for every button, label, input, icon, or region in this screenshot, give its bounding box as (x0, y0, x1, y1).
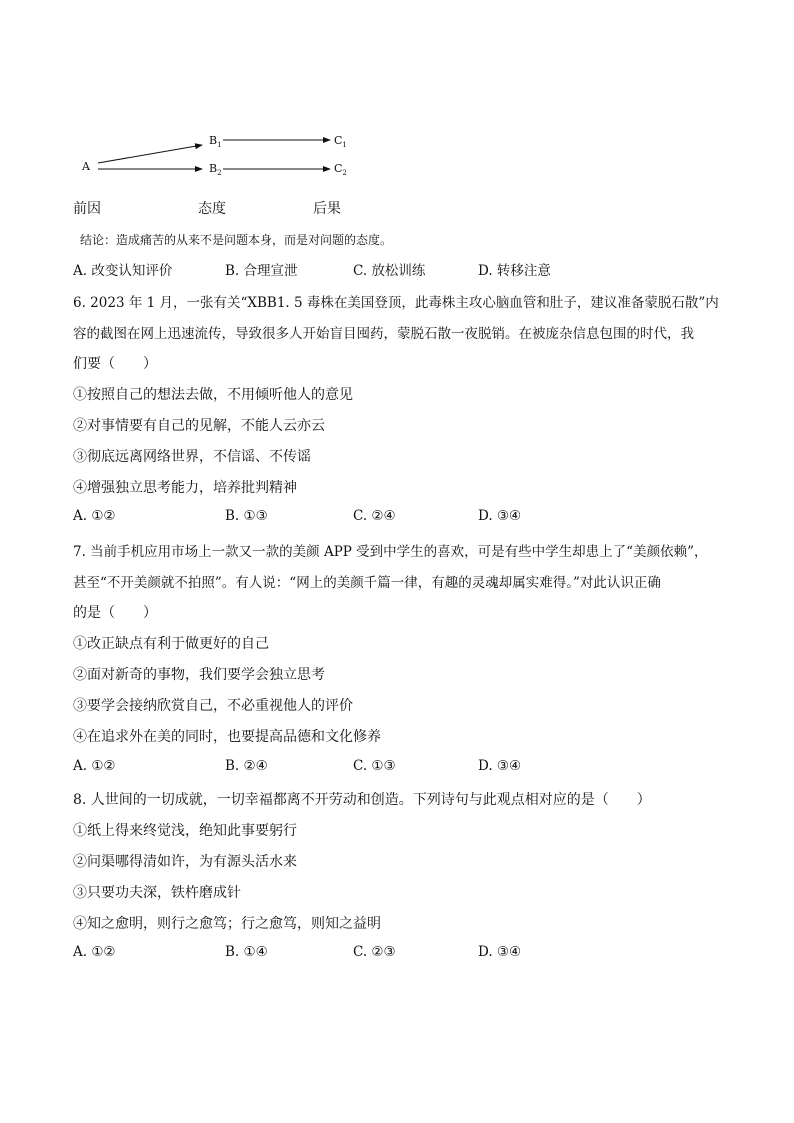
q7-item-4: ④在追求外在美的同时，也要提高品德和文化修养 (73, 729, 381, 745)
option-c: C. ②③ (353, 944, 396, 960)
option-d: D. ③④ (478, 758, 522, 774)
q7-stem-line-2: 甚至“不开美颜就不拍照”。有人说：“网上的美颜千篇一律，有趣的灵魂却属实难得。”对此认识正确 (73, 575, 661, 591)
q8-item-3: ③只要功夫深，铁杵磨成针 (73, 885, 241, 901)
q7-item-3: ③要学会接纳欣赏自己，不必重视他人的评价 (73, 698, 353, 714)
q6-item-4: ④增强独立思考能力，培养批判精神 (73, 480, 297, 496)
q8-item-4: ④知之愈明，则行之愈笃；行之愈笃，则知之益明 (73, 916, 381, 932)
q7-stem-line-3: 的是（ ） (73, 605, 157, 621)
option-b: B. ②④ (225, 758, 268, 774)
q8-item-2: ②问渠哪得清如许，为有源头活水来 (73, 854, 297, 870)
q7-item-1: ①改正缺点有利于做更好的自己 (73, 636, 269, 652)
node-c1: $C_1$ (334, 134, 347, 150)
q6-item-1: ①按照自己的想法去做，不用倾听他人的意见 (73, 387, 353, 403)
option-c: C. 放松训练 (353, 263, 426, 279)
q5-options (73, 259, 633, 279)
node-a: A (82, 160, 90, 173)
label-result: 后果 (313, 201, 341, 217)
option-d: D. ③④ (478, 944, 522, 960)
option-a: A. ①② (73, 508, 116, 524)
q7-options (73, 758, 633, 778)
q7-item-2: ②面对新奇的事物，我们要学会独立思考 (73, 667, 325, 683)
option-b: B. ①④ (225, 944, 268, 960)
label-attitude: 态度 (198, 201, 226, 217)
q6-options (73, 508, 633, 528)
q7-stem-line-1: 7. 当前手机应用市场上一款又一款的美颜 APP 受到中学生的喜欢，可是有些中学生却患上了“美颜依赖”， (73, 544, 708, 560)
q8-item-1: ①纸上得来终觉浅，绝知此事要躬行 (73, 823, 297, 839)
q6-item-3: ③彻底远离网络世界，不信谣、不传谣 (73, 449, 311, 465)
q6-stem-line-3: 们要（ ） (73, 356, 157, 372)
option-c: C. ②④ (353, 508, 396, 524)
node-b1: $B_1$ (209, 134, 222, 150)
node-b2: $B_2$ (209, 162, 222, 178)
option-a: A. 改变认知评价 (73, 263, 173, 279)
q6-item-2: ②对事情要有自己的见解，不能人云亦云 (73, 418, 325, 434)
option-c: C. ①③ (353, 758, 396, 774)
q8-options (73, 944, 633, 964)
q8-stem-line-1: 8. 人世间的一切成就，一切幸福都离不开劳动和创造。下列诗句与此观点相对应的是（ ） (73, 792, 651, 808)
arrow-a-to-b1 (98, 145, 202, 163)
node-c2: $C_2$ (334, 162, 347, 178)
option-d: D. 转移注意 (478, 263, 551, 279)
conclusion-text: 结论：造成痛苦的从来不是问题本身，而是对问题的态度。 (80, 233, 393, 247)
q6-stem-line-2: 容的截图在网上迅速流传，导致很多人开始盲目囤药，蒙脱石散一夜脱销。在被庞杂信息包围的时代，我 (73, 326, 694, 342)
option-d: D. ③④ (478, 508, 522, 524)
option-a: A. ①② (73, 758, 116, 774)
option-a: A. ①② (73, 944, 116, 960)
option-b: B. ①③ (225, 508, 268, 524)
label-cause: 前因 (73, 201, 101, 217)
q6-stem-line-1: 6. 2023 年 1 月，一张有关“XBB1. 5 毒株在美国登顶，此毒株主攻心脑血管和肚子，建议准备蒙脱石散”内 (73, 295, 719, 311)
option-b: B. 合理宣泄 (225, 263, 298, 279)
